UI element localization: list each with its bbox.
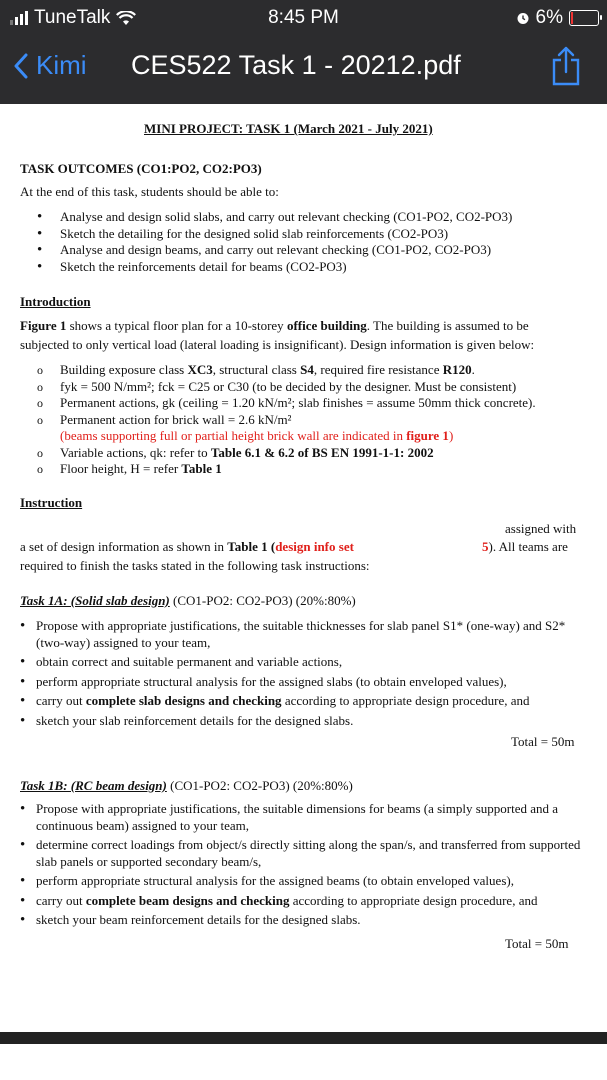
list-item: • determine correct loadings from object/s directly sitting along the span/s, and transferred from supported slab panels or supported secondary beam/s, (20, 837, 585, 870)
list-item: • perform appropriate structural analysis for the assigned slabs (to obtain enveloped values), (20, 674, 585, 691)
alarm-icon (516, 11, 530, 25)
design-info-list (20, 362, 590, 478)
task-1a-total: Total = 50m (511, 734, 575, 749)
outcomes-list (20, 209, 590, 275)
intro-line-1: Figure 1 shows a typical floor plan for a 10-storey office building. The building is assumed to be (20, 318, 529, 333)
pdf-page[interactable] (0, 104, 607, 1028)
list-item: o Building exposure class XC3, structural class S4, required fire resistance R120. (20, 362, 590, 379)
list-item: o Permanent action for brick wall = 2.6 kN/m² (beams supporting full or partial height brick wall are indicated in figure 1) (20, 412, 590, 445)
document-title: CES522 Task 1 - 20212.pdf (131, 50, 461, 80)
list-item: o Variable actions, qk: refer to Table 6.1 & 6.2 of BS EN 1991-1-1: 2002 (20, 445, 590, 462)
share-icon (551, 46, 581, 86)
list-item: o Permanent actions, gk (ceiling = 1.20 kN/m²; slab finishes = assume 50mm thick concrete). (20, 395, 590, 412)
battery-percent: 6% (535, 7, 563, 28)
list-item: o Floor height, H = refer Table 1 (20, 461, 590, 478)
list-item: • Sketch the detailing for the designed solid slab reinforcements (CO2-PO3) (20, 226, 590, 243)
clock: 8:45 PM (268, 7, 339, 28)
battery-icon (569, 10, 599, 26)
outcomes-intro: At the end of this task, students should be able to: (20, 184, 279, 199)
share-button[interactable] (551, 46, 581, 91)
back-button[interactable] (14, 50, 87, 81)
instruction-line-2: required to finish the tasks stated in the following task instructions: (20, 558, 370, 573)
task-1b-heading: Task 1B: (RC beam design) (CO1-PO2: CO2-PO3) (20%:80%) (20, 778, 353, 793)
list-item: • Analyse and design solid slabs, and carry out relevant checking (CO1-PO2, CO2-PO3) (20, 209, 590, 226)
list-item: • obtain correct and suitable permanent and variable actions, (20, 654, 585, 671)
introduction-heading: Introduction (20, 294, 91, 309)
instruction-line-1a: a set of design information as shown in Table 1 (design info set (20, 539, 354, 554)
list-item: • carry out complete slab designs and checking according to appropriate design procedure, and (20, 693, 585, 710)
list-item: o fyk = 500 N/mm²; fck = C25 or C30 (to be decided by the designer. Must be consistent) (20, 379, 590, 396)
doc-header: MINI PROJECT: TASK 1 (March 2021 - July 2021) (144, 121, 433, 136)
instruction-heading: Instruction (20, 495, 83, 510)
back-label: Kimi (36, 50, 87, 80)
chevron-left-icon (14, 53, 28, 79)
status-bar (0, 0, 607, 34)
list-item: • Propose with appropriate justifications, the suitable thicknesses for slab panel S1* (one-way) and S2* (two-way) assigned to your team, (20, 618, 585, 651)
list-item: • Propose with appropriate justifications, the suitable dimensions for beams (a simply supported and a continuous beam) assigned to your team, (20, 801, 585, 834)
task-1b-list (20, 801, 585, 932)
task-1b-total: Total = 50m (505, 936, 569, 951)
list-item: • sketch your slab reinforcement details for the designed slabs. (20, 713, 585, 730)
task-1a-list (20, 618, 585, 732)
outcomes-heading: TASK OUTCOMES (CO1:PO2, CO2:PO3) (20, 161, 262, 176)
list-item: • Analyse and design beams, and carry out relevant checking (CO1-PO2, CO2-PO3) (20, 242, 590, 259)
intro-line-2: subjected to only vertical load (lateral loading is insignificant). Design information is given below: (20, 337, 535, 352)
list-item: • sketch your beam reinforcement details for the designed slabs. (20, 912, 585, 929)
carrier-name: TuneTalk (34, 7, 111, 28)
list-item: • Sketch the reinforcements detail for beams (CO2-PO3) (20, 259, 590, 276)
navigation-bar (0, 34, 607, 104)
task-1a-heading: Task 1A: (Solid slab design) (CO1-PO2: CO2-PO3) (20%:80%) (20, 593, 356, 608)
battery-group (516, 7, 599, 29)
instruction-line-1b: 5). All teams are (482, 539, 568, 554)
list-item: • perform appropriate structural analysis for the assigned beams (to obtain enveloped values), (20, 873, 585, 890)
list-item: • carry out complete beam designs and checking according to appropriate design procedure, and (20, 893, 585, 910)
bottom-bar (0, 1032, 607, 1044)
instruction-assigned: assigned with (505, 521, 577, 536)
